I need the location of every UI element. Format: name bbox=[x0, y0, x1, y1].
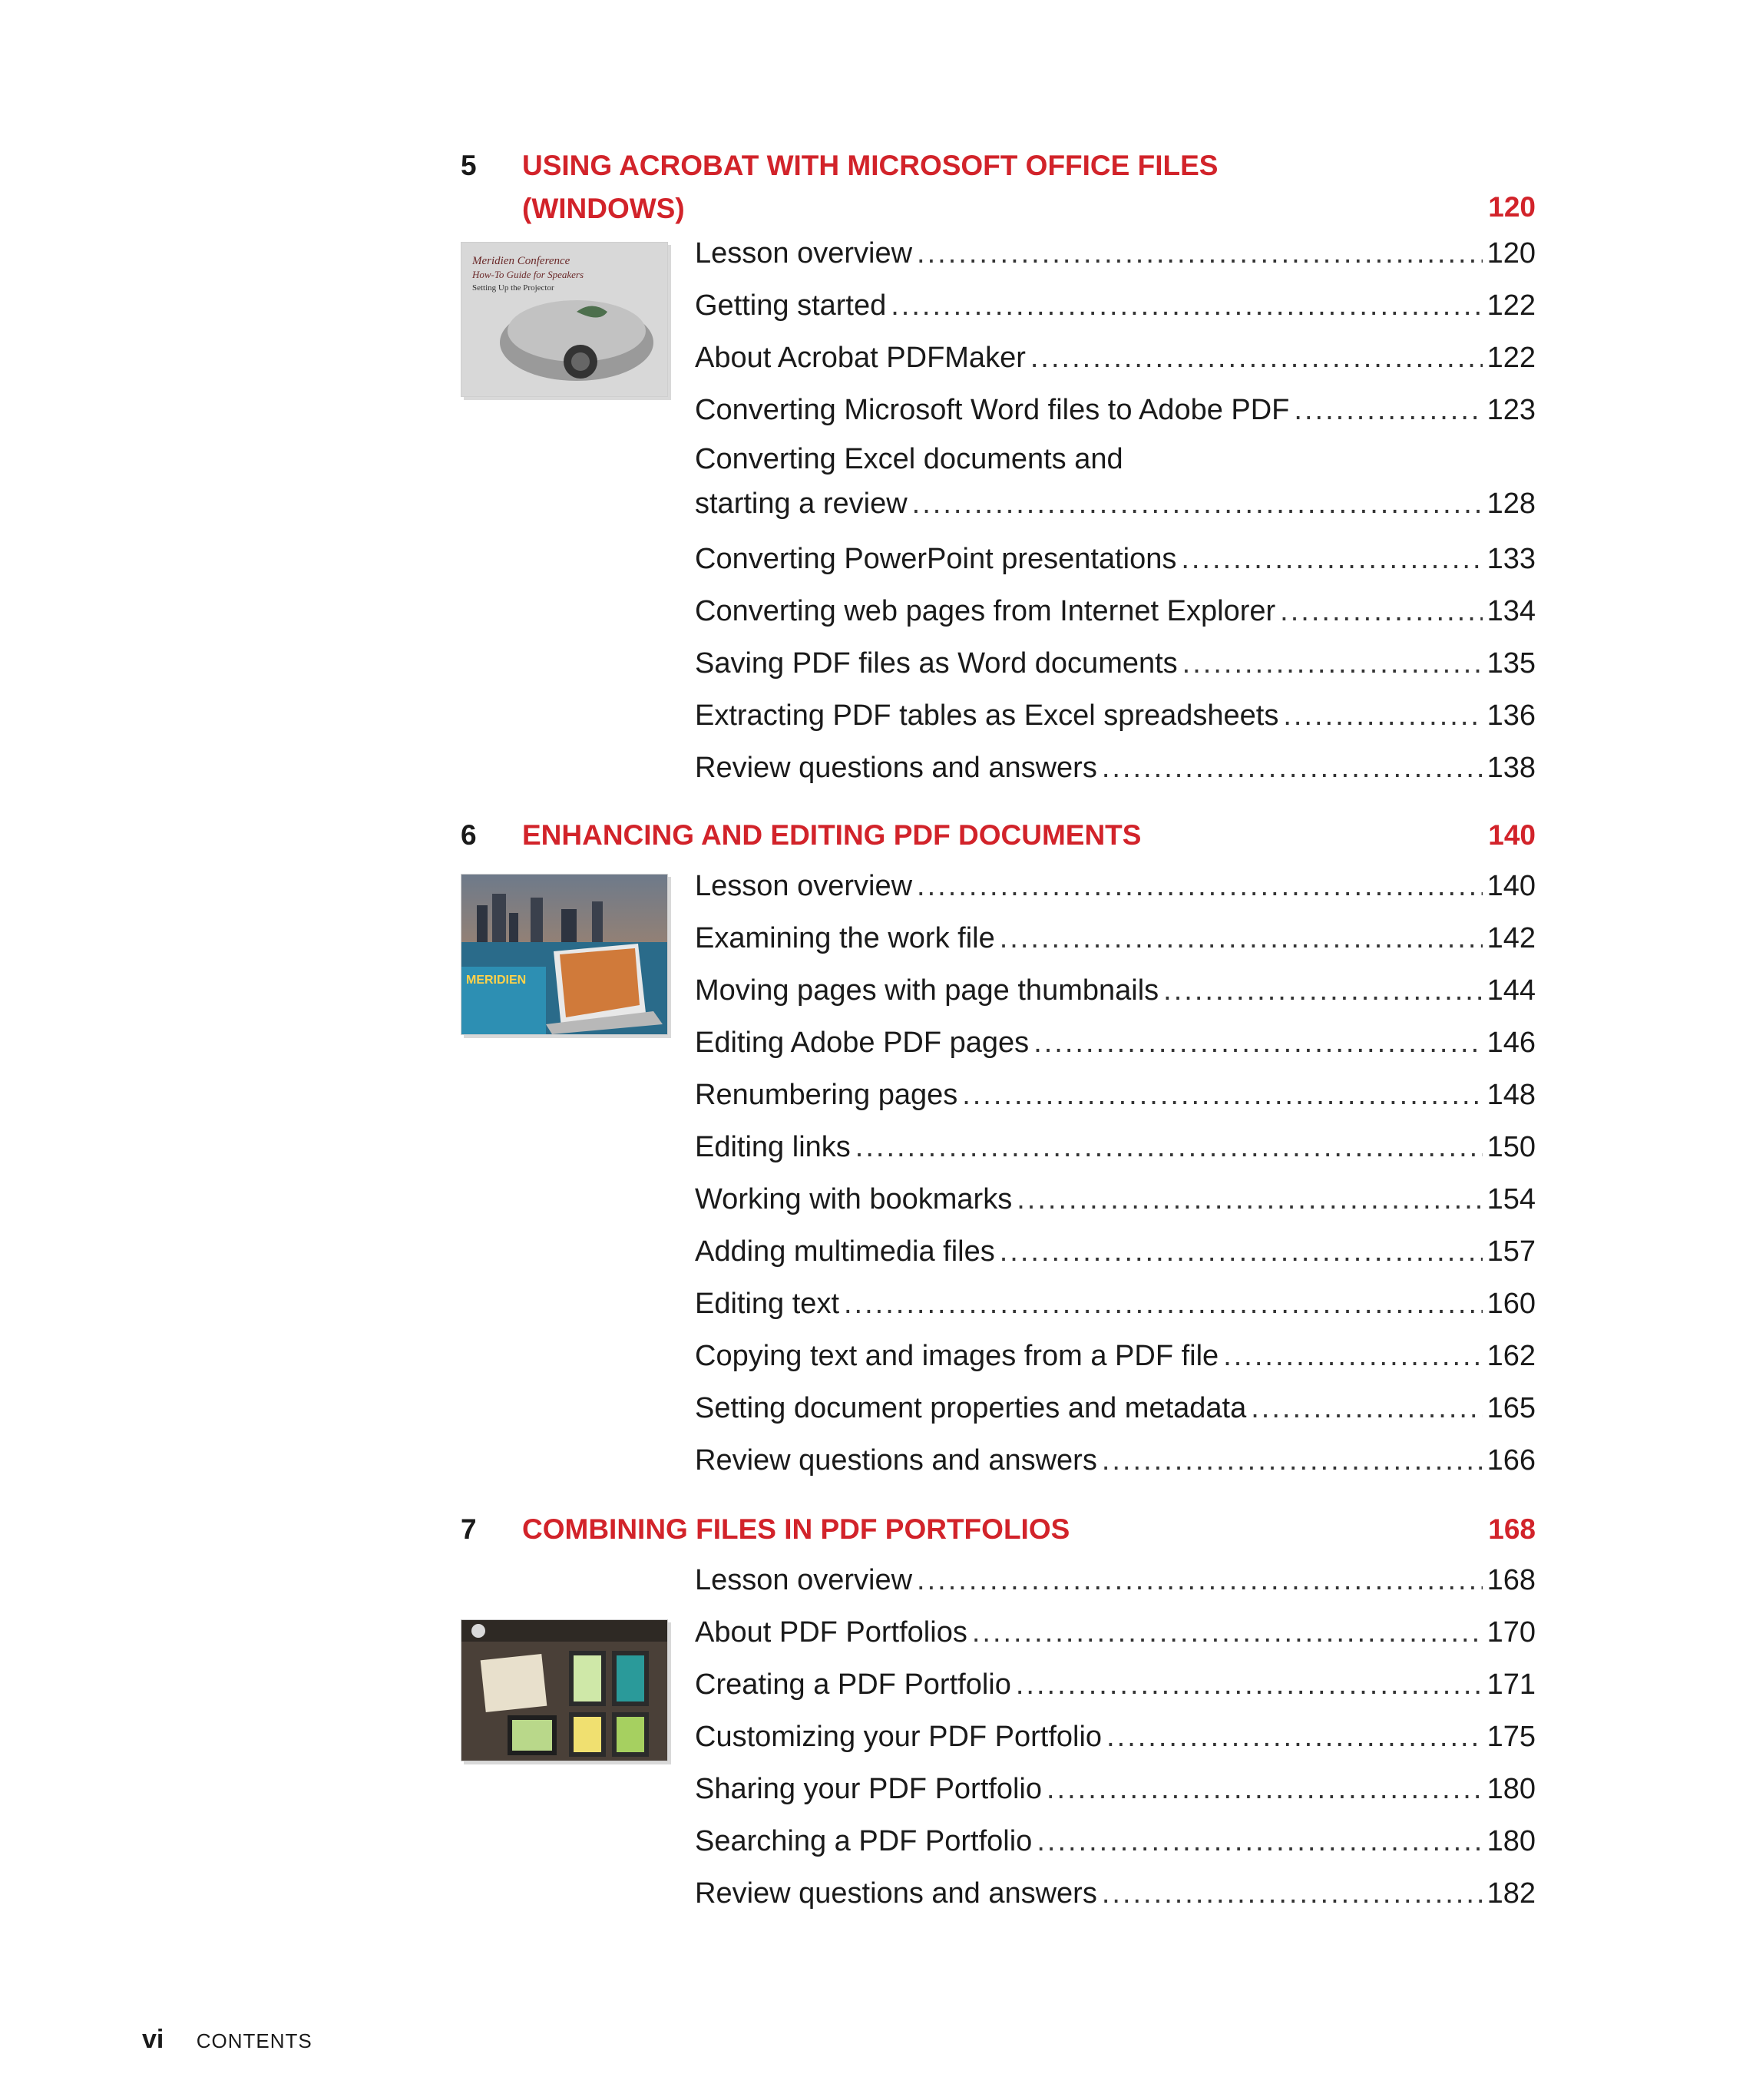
thumb-line3: Setting Up the Projector bbox=[472, 283, 554, 293]
entry-list bbox=[695, 860, 1536, 1487]
toc-entry[interactable]: Editing links ..... 150 bbox=[695, 1121, 1536, 1173]
chapter-number: 6 bbox=[461, 819, 477, 851]
chapter-title[interactable]: COMBINING FILES IN PDF PORTFOLIOS bbox=[522, 1513, 1070, 1545]
toc-entry[interactable]: Lesson overview ..... 168 bbox=[695, 1554, 1536, 1606]
chapter-page[interactable]: 140 bbox=[1488, 819, 1536, 851]
chapter-title[interactable]: USING ACROBAT WITH MICROSOFT OFFICE FILES (WINDOWS) bbox=[522, 150, 1219, 224]
toc-entry[interactable]: Saving PDF files as Word documents ..... 135 bbox=[695, 637, 1536, 690]
chapter-heading bbox=[461, 1508, 1536, 1557]
toc-entry[interactable]: Examining the work file ..... 142 bbox=[695, 912, 1536, 964]
chapter-page[interactable]: 168 bbox=[1488, 1513, 1536, 1545]
toc-entry[interactable]: About Acrobat PDFMaker ..... 122 bbox=[695, 332, 1536, 384]
toc-entry[interactable]: Searching a PDF Portfolio ..... 180 bbox=[695, 1815, 1536, 1867]
toc-entry[interactable]: Editing text ..... 160 bbox=[695, 1278, 1536, 1330]
toc-entry[interactable]: Setting document properties and metadata ..... 165 bbox=[695, 1382, 1536, 1434]
toc-entry[interactable]: Converting PowerPoint presentations ..... 133 bbox=[695, 533, 1536, 585]
toc-entry[interactable]: Customizing your PDF Portfolio ..... 175 bbox=[695, 1711, 1536, 1763]
footer-label: CONTENTS bbox=[196, 2029, 313, 2052]
toc-entry[interactable]: Getting started ..... 122 bbox=[695, 279, 1536, 332]
entry-list bbox=[695, 1554, 1536, 1920]
toc-entry[interactable]: Review questions and answers ..... 166 bbox=[695, 1434, 1536, 1487]
chapter-heading bbox=[461, 814, 1536, 863]
toc-entry[interactable]: Review questions and answers ..... 182 bbox=[695, 1867, 1536, 1920]
toc-entry[interactable]: Converting web pages from Internet Explorer ..... 134 bbox=[695, 585, 1536, 637]
chapter-thumbnail bbox=[461, 1619, 668, 1761]
portfolio-image bbox=[461, 1620, 667, 1761]
toc-entry[interactable]: Lesson overview ..... 140 bbox=[695, 860, 1536, 912]
chapter-number: 5 bbox=[461, 150, 477, 181]
entry-list bbox=[695, 227, 1536, 794]
chapter-heading bbox=[461, 138, 1536, 230]
toc-entry[interactable]: Editing Adobe PDF pages ..... 146 bbox=[695, 1017, 1536, 1069]
toc-entry[interactable]: Renumbering pages ..... 148 bbox=[695, 1069, 1536, 1121]
thumb-line1: Meridien Conference bbox=[472, 255, 570, 267]
projector-image bbox=[461, 243, 667, 396]
toc-entry[interactable]: Extracting PDF tables as Excel spreadsheets ..... 136 bbox=[695, 690, 1536, 742]
city-laptop-image bbox=[461, 875, 667, 1034]
toc-entry[interactable]: Converting Excel documents and starting a review ..... 128 bbox=[695, 436, 1536, 533]
chapter-title[interactable]: ENHANCING AND EDITING PDF DOCUMENTS bbox=[522, 819, 1142, 851]
toc-entry[interactable]: Lesson overview ..... 120 bbox=[695, 227, 1536, 279]
toc-entry[interactable]: Working with bookmarks ..... 154 bbox=[695, 1173, 1536, 1225]
toc-entry[interactable]: Adding multimedia files ..... 157 bbox=[695, 1225, 1536, 1278]
chapter-7 bbox=[461, 1508, 1536, 1938]
chapter-thumbnail bbox=[461, 242, 668, 397]
chapter-number: 7 bbox=[461, 1513, 477, 1545]
chapter-page[interactable]: 120 bbox=[1488, 191, 1536, 223]
chapter-6 bbox=[461, 814, 1536, 1482]
page-number: vi bbox=[142, 2025, 164, 2054]
toc-entry[interactable]: Review questions and answers ..... 138 bbox=[695, 742, 1536, 794]
toc-entry[interactable]: Creating a PDF Portfolio ..... 171 bbox=[695, 1659, 1536, 1711]
chapter-thumbnail bbox=[461, 874, 668, 1035]
toc-entry[interactable]: About PDF Portfolios ..... 170 bbox=[695, 1606, 1536, 1659]
thumb-line2: How-To Guide for Speakers bbox=[472, 269, 584, 280]
chapter-5 bbox=[461, 138, 1536, 783]
page-footer bbox=[142, 2025, 313, 2055]
toc-entry[interactable]: Sharing your PDF Portfolio ..... 180 bbox=[695, 1763, 1536, 1815]
toc-entry[interactable]: Copying text and images from a PDF file ..... 162 bbox=[695, 1330, 1536, 1382]
toc-entry[interactable]: Converting Microsoft Word files to Adobe PDF ..... 123 bbox=[695, 384, 1536, 436]
thumb-label: MERIDIEN bbox=[466, 974, 527, 987]
toc-entry[interactable]: Moving pages with page thumbnails ..... 144 bbox=[695, 964, 1536, 1017]
